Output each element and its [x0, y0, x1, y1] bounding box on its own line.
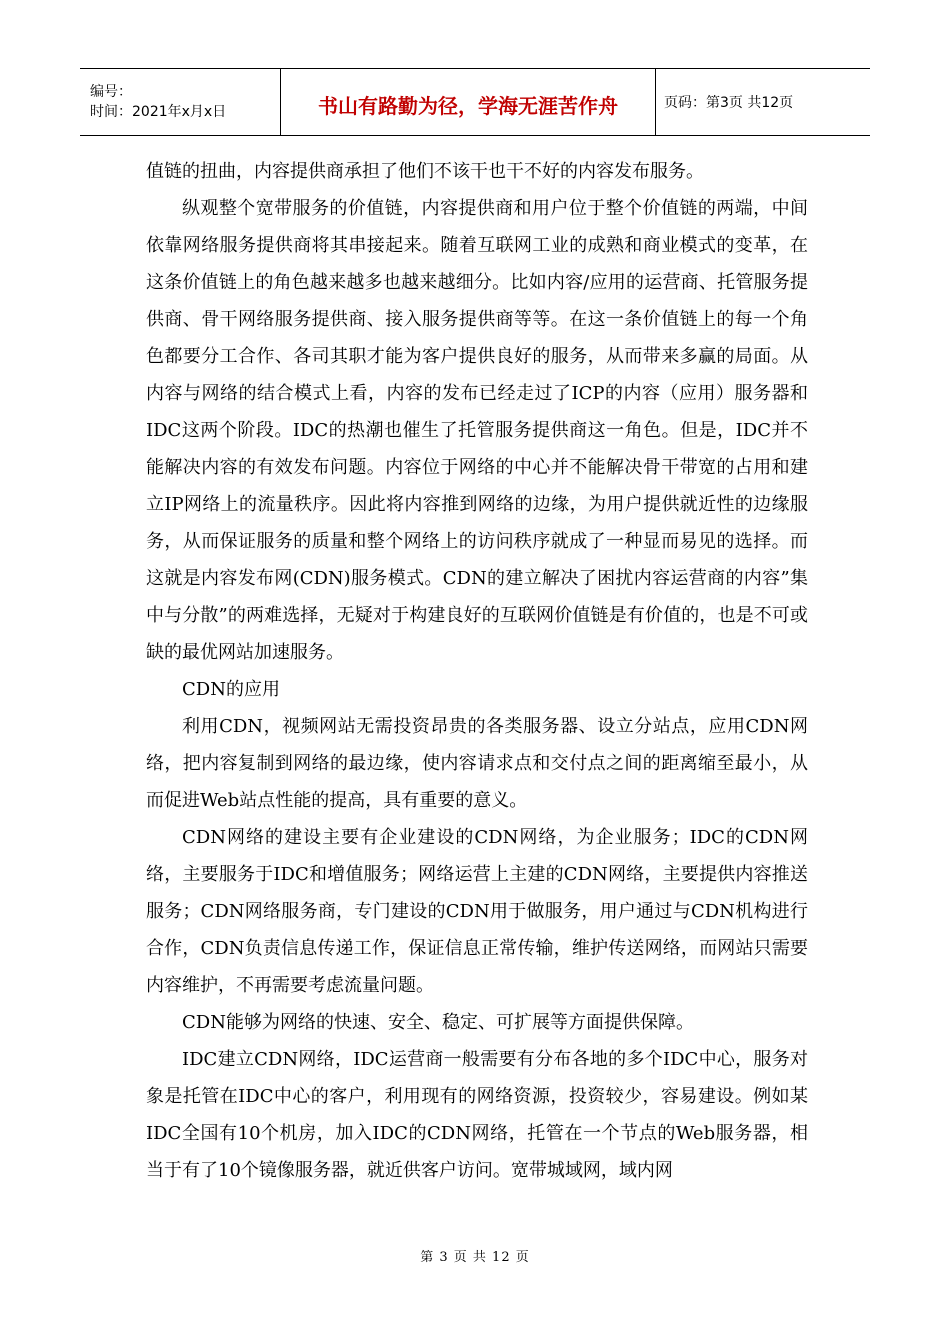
paragraph-continued: 值链的扭曲，内容提供商承担了他们不该干也干不好的内容发布服务。	[146, 161, 704, 182]
document-number-label: 编号：	[90, 84, 132, 100]
header-page-code: 页码：第3页 共12页	[664, 95, 794, 111]
document-time-label: 时间：2021年x月x日	[90, 104, 227, 120]
paragraph: IDC建立CDN网络，IDC运营商一般需要有分布各地的多个IDC中心，服务对象是托管在IDC中心的客户，利用现有的网络资源，投资较少，容易建设。例如某IDC全国有10个机房，加入IDC的CDN网络，托管在一个节点的Web服务器，相当于有了10个镜像服务器，就近供客户访问。宽带城域网，域内网	[146, 1049, 808, 1181]
header-motto: 书山有路勤为径，学海无涯苦作舟	[318, 93, 618, 118]
paragraph: CDN网络的建设主要有企业建设的CDN网络，为企业服务；IDC的CDN网络，主要服务于IDC和增值服务；网络运营上主建的CDN网络，主要提供内容推送服务；CDN网络服务商，专门建设的CDN用于做服务，用户通过与CDN机构进行合作，CDN负责信息传递工作，保证信息正常传输，维护传送网络，而网站只需要内容维护，不再需要考虑流量问题。	[146, 827, 808, 996]
section-heading: CDN的应用	[182, 679, 280, 700]
paragraph: 纵观整个宽带服务的价值链，内容提供商和用户位于整个价值链的两端，中间依靠网络服务提供商将其串接起来。随着互联网工业的成熟和商业模式的变革，在这条价值链上的角色越来越多也越来越细分。比如内容/应用的运营商、托管服务提供商、骨干网络服务提供商、接入服务提供商等等。在这一条价值链上的每一个角色都要分工合作、各司其职才能为客户提供良好的服务，从而带来多赢的局面。从内容与网络的结合模式上看，内容的发布已经走过了ICP的内容（应用）服务器和IDC这两个阶段。IDC的热潮也催生了托管服务提供商这一角色。但是，IDC并不能解决内容的有效发布问题。内容位于网络的中心并不能解决骨干带宽的占用和建立IP网络上的流量秩序。因此将内容推到网络的边缘，为用户提供就近性的边缘服务，从而保证服务的质量和整个网络上的访问秩序就成了一种显而易见的选择。而这就是内容发布网(CDN)服务模式。CDN的建立解决了困扰内容运营商的内容”集中与分散”的两难选择，无疑对于构建良好的互联网价值链是有价值的，也是不可或缺的最优网站加速服务。	[146, 198, 808, 663]
header-motto-cell	[281, 69, 656, 135]
paragraph: 利用CDN，视频网站无需投资昂贵的各类服务器、设立分站点，应用CDN网络，把内容复制到网络的最边缘，使内容请求点和交付点之间的距离缩至最小，从而促进Web站点性能的提高，具有重要的意义。	[146, 716, 808, 811]
document-body	[146, 153, 808, 1189]
page-footer: 第 3 页 共 12 页	[420, 1250, 530, 1265]
paragraph: CDN能够为网络的快速、安全、稳定、可扩展等方面提供保障。	[182, 1012, 694, 1033]
header-left-cell	[80, 69, 281, 135]
header-page-cell	[656, 69, 870, 135]
header-table	[80, 68, 870, 136]
